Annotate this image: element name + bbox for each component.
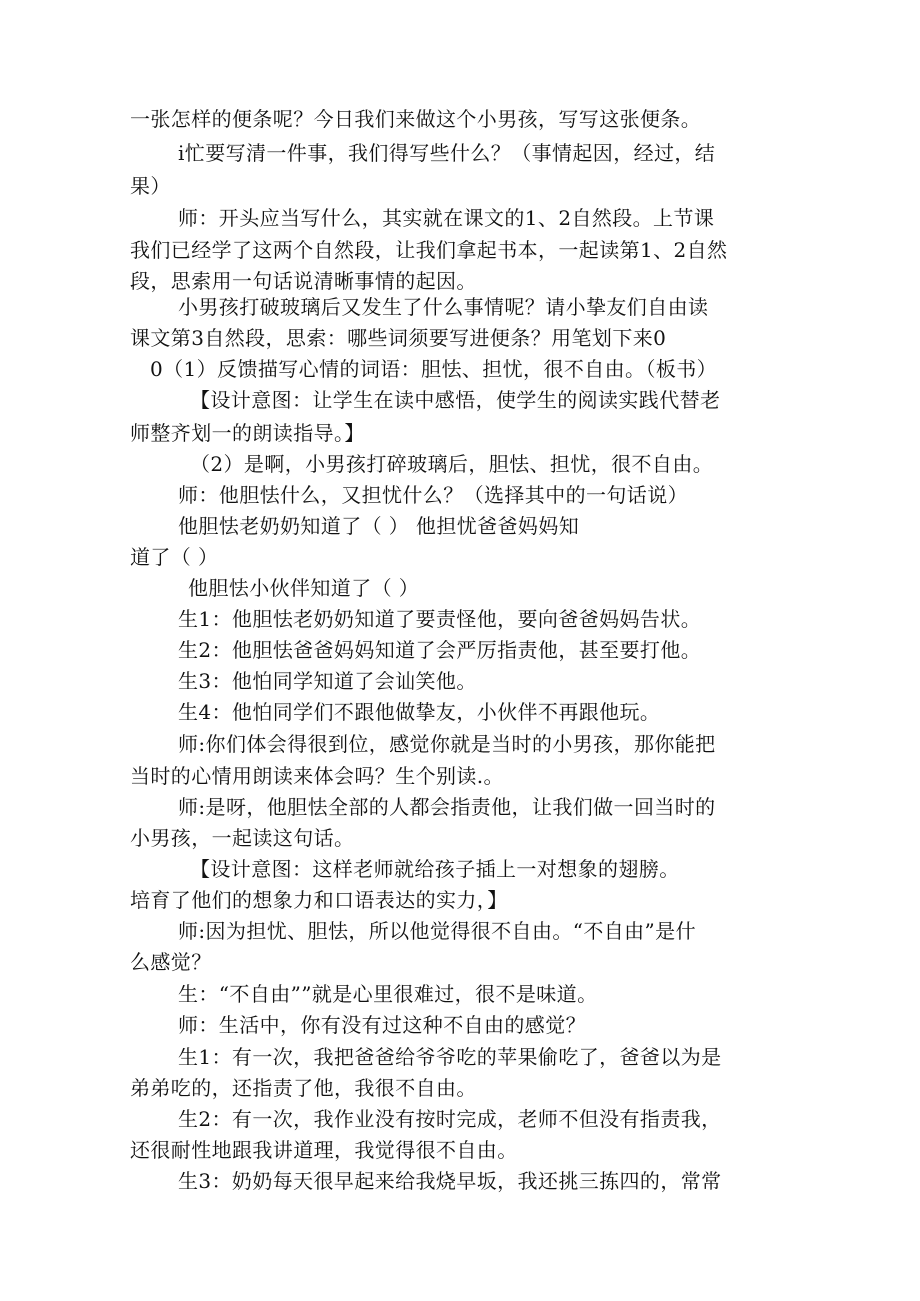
design-intent-note: 【设计意图：这样老师就给孩子插上一对想象的翅膀。 [190,857,680,881]
design-intent-note: 培育了他们的想象力和口语表达的实力，】 [130,888,508,912]
text-line: 一张怎样的便条呢？今日我们来做这个小男孩，写写这张便条。 [130,107,702,131]
text-line: 师：他胆怯什么，又担忧什么？（选择其中的一句话说） [178,483,688,507]
text-line: i忙要写清一件事，我们得写些什么？（事情起因，经过，结 [178,141,716,165]
student-answer: 生3：他怕同学知道了会讪笑他。 [178,669,477,693]
text-line: 师:是呀，他胆怯全部的人都会指责他，让我们做一回当时的 [178,795,716,819]
text-line: （2）是啊，小男孩打碎玻璃后，胆怯、担忧，很不自由。 [190,452,714,476]
text-line: 师:你们体会得很到位，感觉你就是当时的小男孩，那你能把 [178,732,716,756]
text-line: 小男孩打破玻璃后又发生了什么事情呢？请小挚友们自由读 [178,295,709,319]
student-answer: 还很耐性地跟我讲道理，我觉得很不自由。 [130,1138,518,1162]
text-line: 课文第3自然段，思索：哪些词须要写进便条？用笔划下来0 [130,326,667,350]
text-line: 师:因为担忧、胆怯，所以他觉得很不自由。“不自由”是什 [178,919,696,943]
text-line: 果） [130,174,171,198]
text-line: 段，思索用一句话说清晰事情的起因。 [130,269,477,293]
fill-in-prompt: 他胆怯小伙伴知道了（ ） [188,576,420,600]
student-answer: 生2：有一次，我作业没有按时完成，老师不但没有指责我， [178,1107,722,1131]
design-intent-note: 师整齐划一的朗读指导。】 [130,421,365,445]
fill-in-prompt: 道了（ ） [130,545,219,569]
design-intent-note: 【设计意图：让学生在读中感悟，使学生的阅读实践代替老 [190,388,721,412]
student-answer: 生4：他怕同学们不跟他做挚友，小伙伴不再跟他玩。 [178,700,661,724]
text-line: 小男孩，一起读这句话。 [130,826,355,850]
student-answer: 生3：奶奶每天很早起来给我烧早坂，我还挑三拣四的，常常 [178,1169,722,1193]
student-answer: 生1：有一次，我把爸爸给爷爷吃的苹果偷吃了，爸爸以为是 [178,1045,722,1069]
text-line: 师：开头应当写什么，其实就在课文的1、2自然段。上节课 [178,206,715,230]
text-line: 师：生活中，你有没有过这种不自由的感觉？ [178,1013,586,1037]
student-answer: 弟弟吃的，还指责了他，我很不自由。 [130,1076,477,1100]
student-answer: 生2：他胆怯爸爸妈妈知道了会严厉指责他，甚至要打他。 [178,638,702,662]
text-line: 么感觉？ [130,950,212,974]
text-line: 0（1）反馈描写心情的词语：胆怯、担忧，很不自由。（板书） [150,357,718,381]
student-answer: 生1：他胆怯老奶奶知道了要责怪他，要向爸爸妈妈告状。 [178,607,702,631]
student-answer: 生：“不自由””就是心里很难过，很不是味道。 [178,982,598,1006]
text-line: 我们已经学了这两个自然段，让我们拿起书本，一起读第1、2自然 [130,238,728,262]
fill-in-prompt: 他胆怯老奶奶知道了（ ） 他担忧爸爸妈妈知 [178,514,580,538]
text-line: 当时的心情用朗读来体会吗？生个别读.。 [130,764,504,788]
